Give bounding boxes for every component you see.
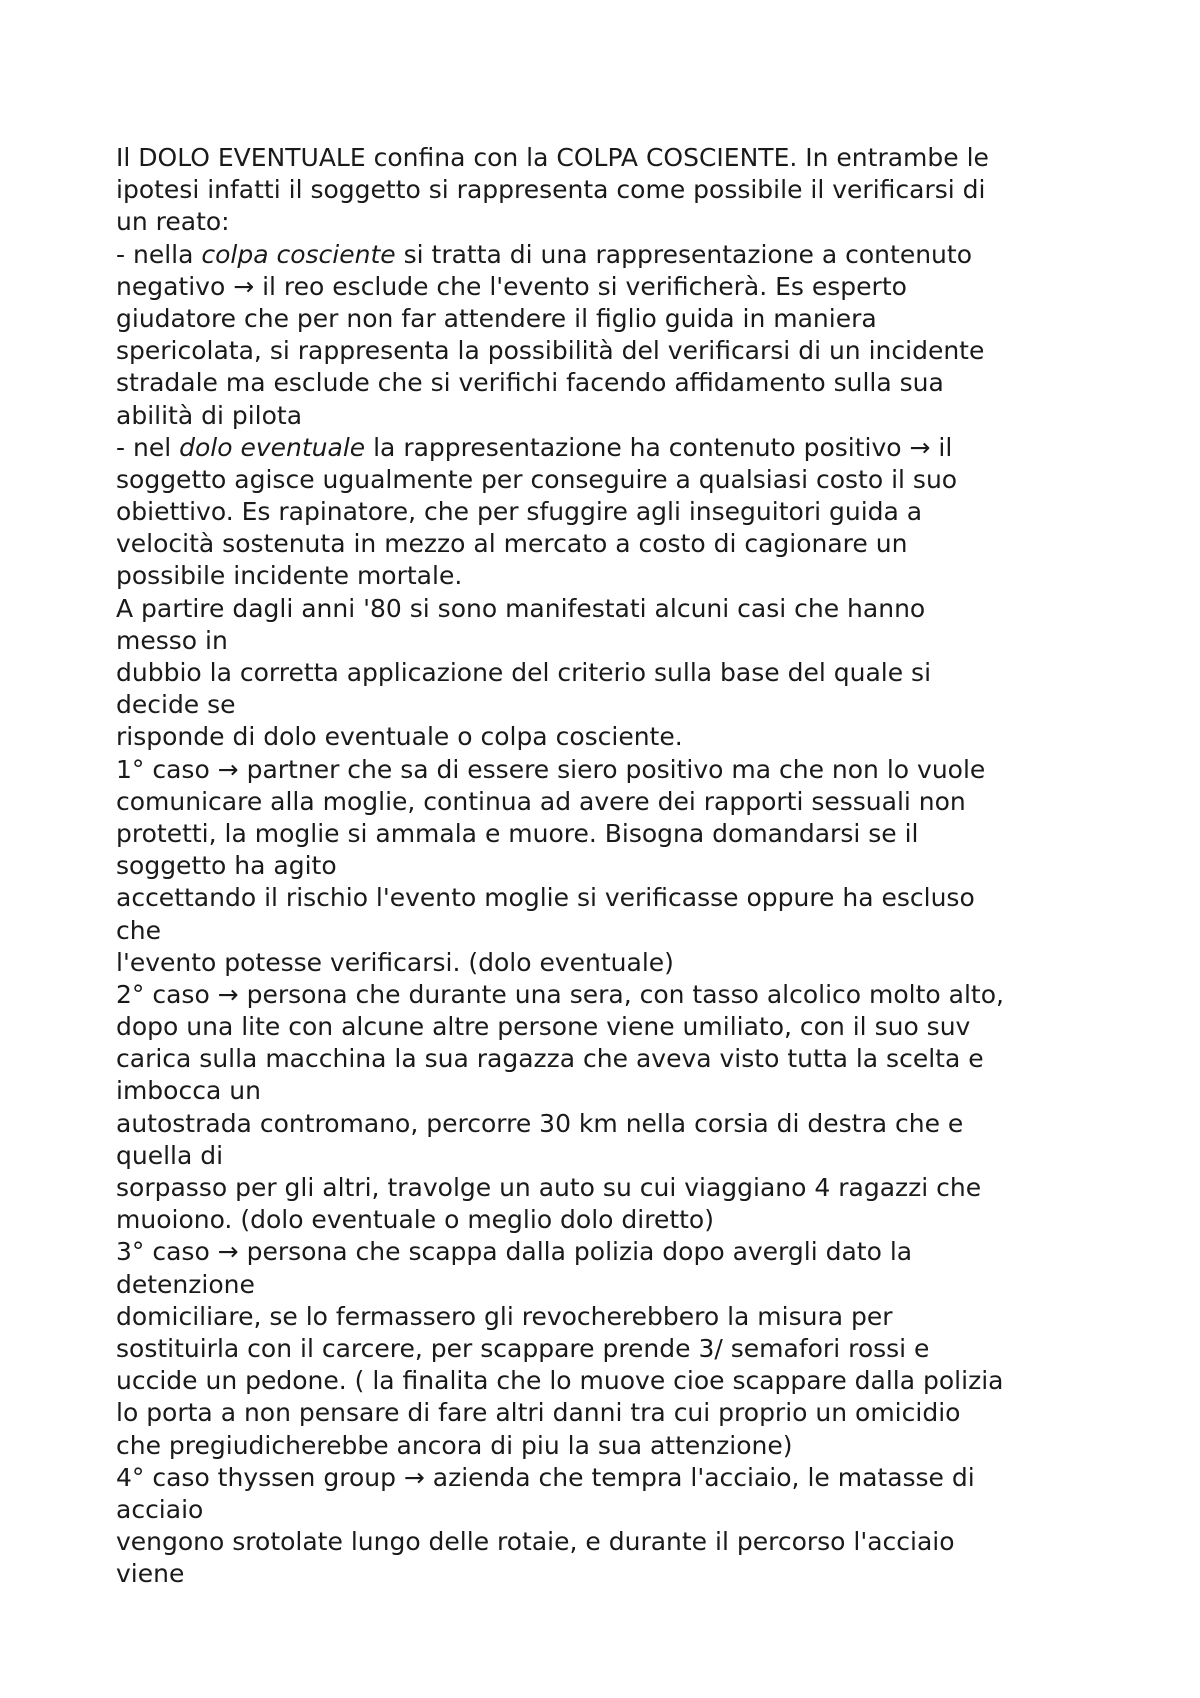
text-line: lo porta a non pensare di fare altri danni tra cui proprio un omicidio [116, 1398, 961, 1428]
text-line: abilità di pilota [116, 400, 303, 430]
text-line: spericolata, si rappresenta la possibilità del verificarsi di un incidente [116, 336, 985, 366]
text-line: soggetto ha agito [116, 851, 337, 881]
text-line: 4° caso thyssen group → azienda che tempra l'acciaio, le matasse di [116, 1462, 975, 1492]
text-line: dopo una lite con alcune altre persone viene umiliato, con il suo suv [116, 1012, 971, 1042]
text-line: vengono srotolate lungo delle rotaie, e durante il percorso l'acciaio [116, 1527, 955, 1557]
text-run: si tratta di una rappresentazione a contenuto [395, 239, 972, 269]
text-line: quella di [116, 1140, 224, 1170]
text-line: detenzione [116, 1269, 255, 1299]
text-line: sostituirla con il carcere, per scappare prende 3/ semafori rossi e [116, 1333, 930, 1363]
text-line: l'evento potesse verificarsi. (dolo eventuale) [116, 947, 674, 977]
text-line: A partire dagli anni '80 si sono manifestati alcuni casi che hanno [116, 593, 926, 623]
text-line: uccide un pedone. ( la finalita che lo muove cioe scappare dalla polizia [116, 1366, 1004, 1396]
text-line: autostrada contromano, percorre 30 km nella corsia di destra che e [116, 1108, 964, 1138]
text-run: la rappresentazione ha contenuto positivo → il [365, 432, 953, 462]
text-line: acciaio [116, 1494, 204, 1524]
text-line [116, 239, 1156, 271]
text-line: dubbio la corretta applicazione del criterio sulla base del quale si [116, 658, 932, 687]
text-line: muoiono. (dolo eventuale o meglio dolo diretto) [116, 1205, 714, 1235]
text-run: - nella [116, 239, 202, 269]
text-line: velocità sostenuta in mezzo al mercato a costo di cagionare un [116, 529, 908, 559]
text-line: 3° caso → persona che scappa dalla polizia dopo avergli dato la [116, 1237, 913, 1267]
text-line: un reato: [116, 207, 230, 237]
text-line: risponde di dolo eventuale o colpa cosciente. [116, 722, 683, 752]
text-line: viene [116, 1559, 185, 1589]
text-line: ipotesi infatti il soggetto si rappresenta come possibile il verificarsi di [116, 175, 986, 205]
document-body [116, 142, 1156, 1590]
text-run: - nel [116, 432, 180, 462]
text-line: 2° caso → persona che durante una sera, con tasso alcolico molto alto, [116, 979, 1004, 1009]
text-line: protetti, la moglie si ammala e muore. Bisogna domandarsi se il [116, 818, 919, 848]
text-line: decide se [116, 690, 236, 720]
text-line: obiettivo. Es rapinatore, che per sfuggire agli inseguitori guida a [116, 497, 923, 527]
text-line: soggetto agisce ugualmente per conseguire a qualsiasi costo il suo [116, 464, 958, 494]
italic-term: colpa cosciente [201, 239, 396, 269]
text-line: carica sulla macchina la sua ragazza che aveva visto tutta la scelta e [116, 1044, 984, 1074]
text-line: messo in [116, 625, 228, 655]
text-line: accettando il rischio l'evento moglie si verificasse oppure ha escluso [116, 883, 975, 913]
text-line: possibile incidente mortale. [116, 561, 463, 591]
text-line: che pregiudicherebbe ancora di piu la sua attenzione) [116, 1430, 793, 1460]
text-line: sorpasso per gli altri, travolge un auto su cui viaggiano 4 ragazzi che [116, 1173, 982, 1202]
text-line: giudatore che per non far attendere il figlio guida in maniera [116, 303, 877, 333]
text-line: negativo → il reo esclude che l'evento si verificherà. Es esperto [116, 271, 907, 301]
text-line: 1° caso → partner che sa di essere siero positivo ma che non lo vuole [116, 754, 986, 784]
italic-term: dolo eventuale [179, 432, 366, 462]
text-line: che [116, 915, 161, 945]
text-line: domiciliare, se lo fermassero gli revocherebbero la misura per [116, 1301, 893, 1331]
text-line: stradale ma esclude che si verifichi facendo affidamento sulla sua [116, 368, 944, 398]
text-line [116, 432, 1156, 464]
text-line: comunicare alla moglie, continua ad avere dei rapporti sessuali non [116, 786, 966, 816]
text-line: Il DOLO EVENTUALE confina con la COLPA COSCIENTE. In entrambe le [116, 143, 989, 172]
text-line: imbocca un [116, 1076, 261, 1106]
